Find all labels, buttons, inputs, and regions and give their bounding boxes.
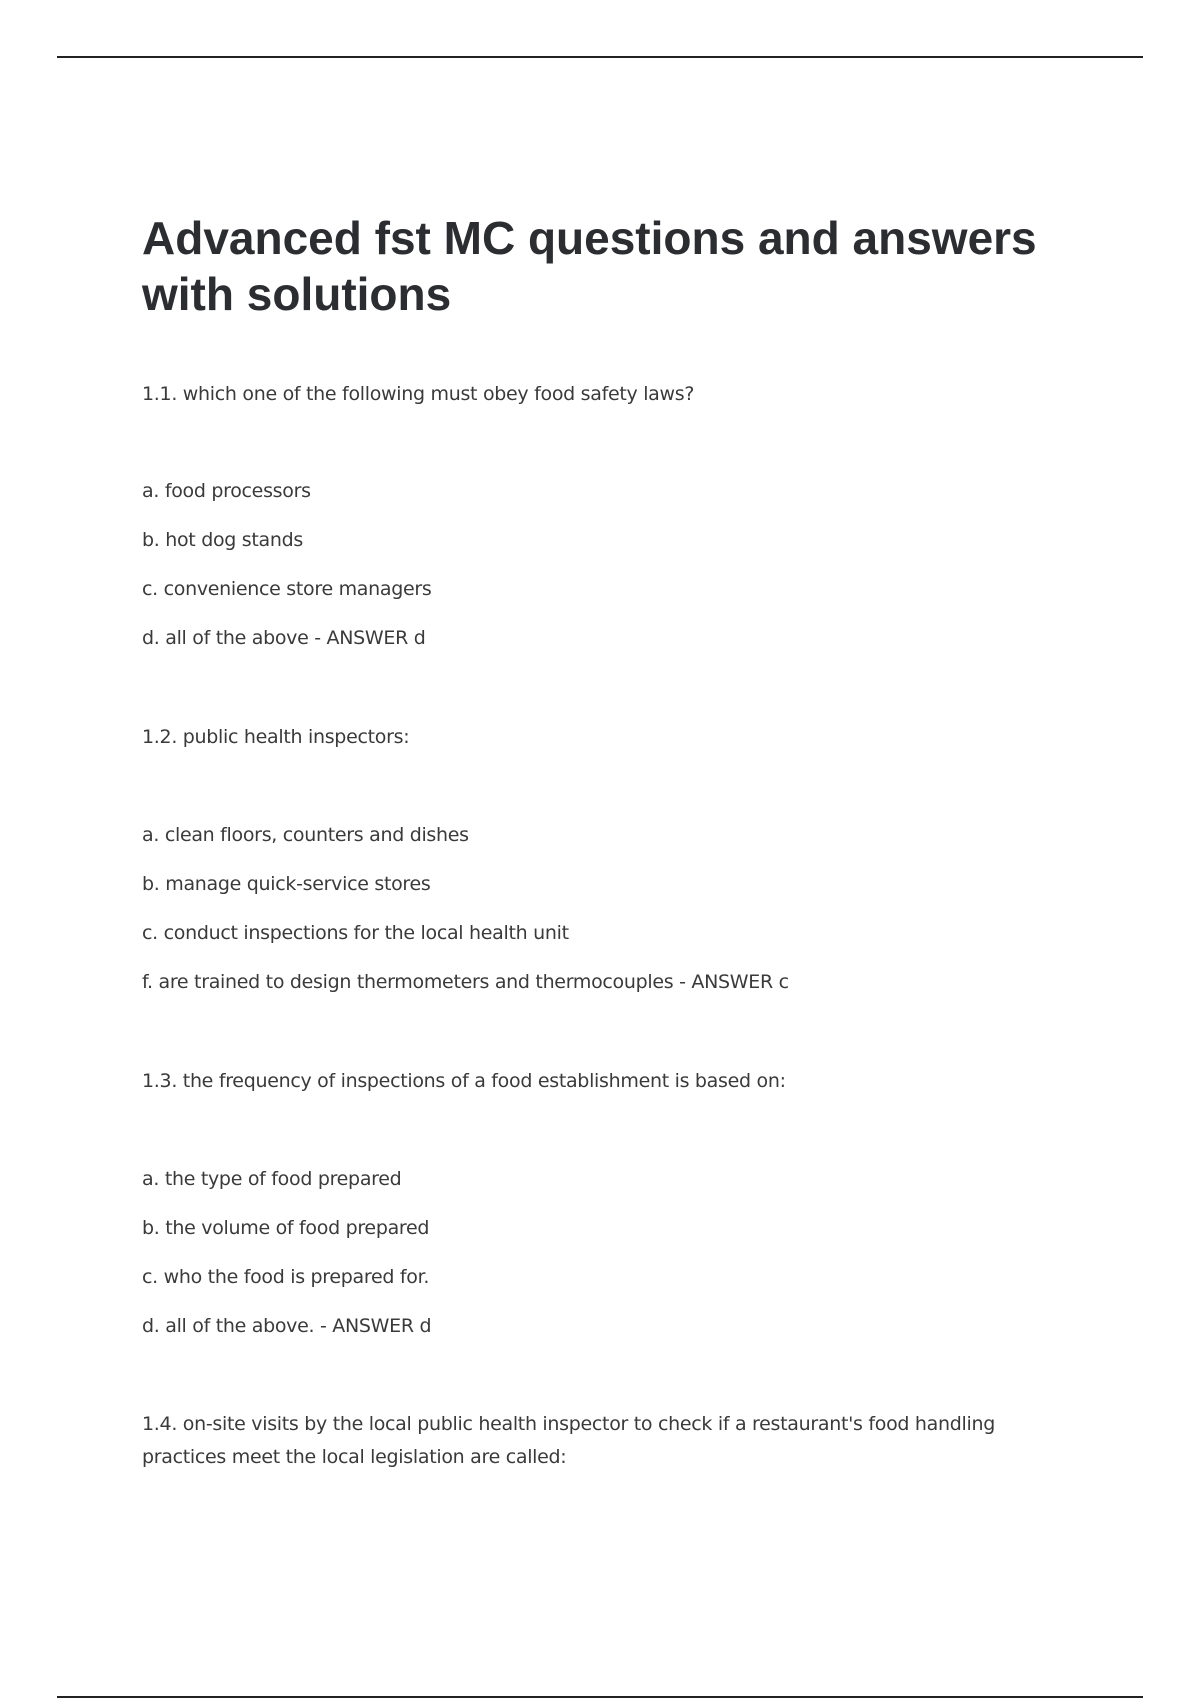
bottom-divider bbox=[57, 1696, 1143, 1698]
option-1-1-d: d. all of the above - ANSWER d bbox=[142, 627, 426, 649]
question-1-3: 1.3. the frequency of inspections of a food establishment is based on: bbox=[142, 1070, 786, 1092]
document-body bbox=[142, 210, 1062, 322]
option-1-1-a: a. food processors bbox=[142, 480, 311, 502]
option-1-2-c: c. conduct inspections for the local health unit bbox=[142, 922, 569, 944]
question-1-2: 1.2. public health inspectors: bbox=[142, 726, 410, 748]
option-1-1-b: b. hot dog stands bbox=[142, 529, 303, 551]
question-1-1: 1.1. which one of the following must obey food safety laws? bbox=[142, 383, 695, 405]
option-1-3-d: d. all of the above. - ANSWER d bbox=[142, 1315, 432, 1337]
document-title: Advanced fst MC questions and answers with solutions bbox=[142, 212, 1037, 320]
question-1-4: 1.4. on-site visits by the local public health inspector to check if a restaurant's food handling practices meet the local legislation are called: bbox=[142, 1413, 995, 1468]
option-1-1-c: c. convenience store managers bbox=[142, 578, 432, 600]
option-1-3-b: b. the volume of food prepared bbox=[142, 1217, 430, 1239]
option-1-2-b: b. manage quick-service stores bbox=[142, 873, 431, 895]
top-divider bbox=[57, 56, 1143, 58]
option-1-2-a: a. clean floors, counters and dishes bbox=[142, 824, 469, 846]
option-1-3-c: c. who the food is prepared for. bbox=[142, 1266, 430, 1288]
option-1-2-f: f. are trained to design thermometers and thermocouples - ANSWER c bbox=[142, 971, 789, 993]
option-1-3-a: a. the type of food prepared bbox=[142, 1168, 402, 1190]
